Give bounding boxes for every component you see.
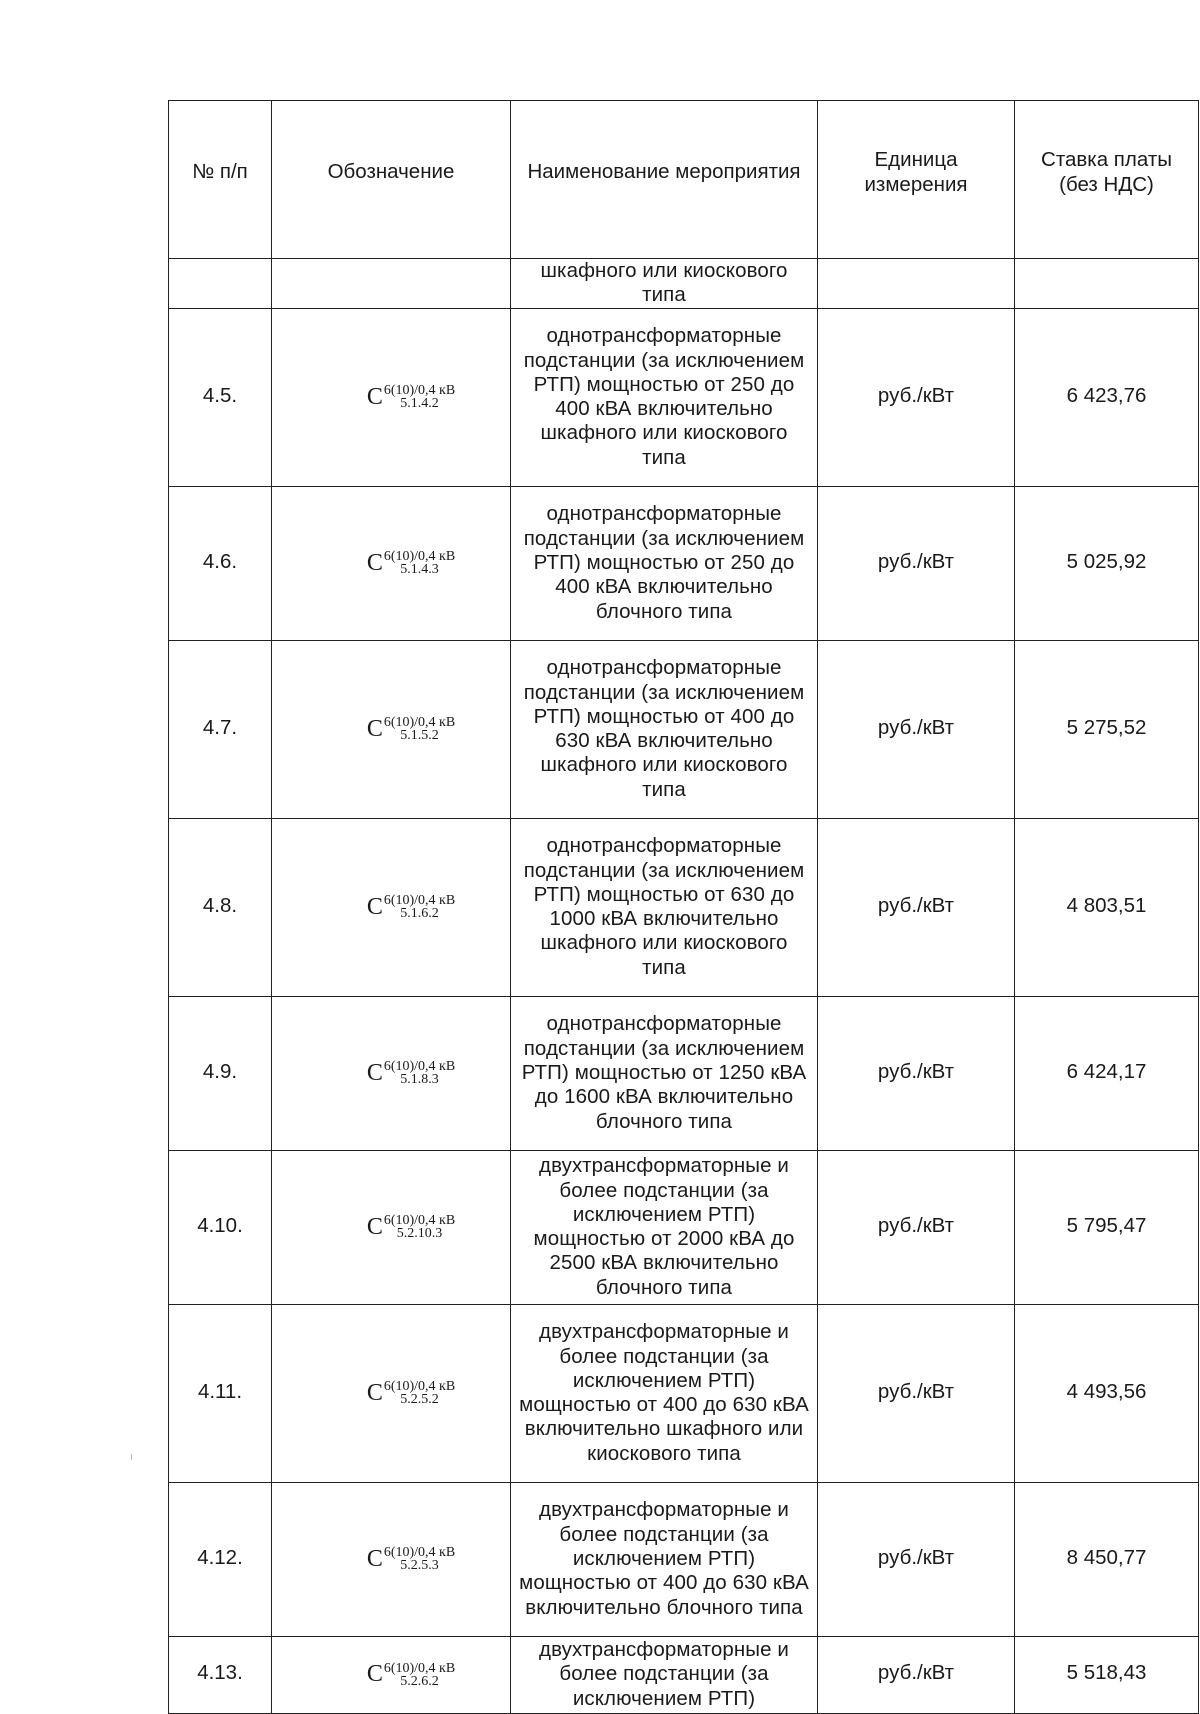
row-number: 4.9. <box>169 996 272 1150</box>
table-header-row <box>169 101 1199 259</box>
designation-base: С <box>366 715 383 742</box>
row-number: 4.5. <box>169 308 272 486</box>
designation-subscript: 5.1.4.2 <box>400 396 439 412</box>
table-row <box>169 1482 1199 1636</box>
designation-subscript: 5.2.10.3 <box>396 1226 443 1242</box>
row-description: однотрансформаторные подстанции (за исключением РТП) мощностью от 1250 кВА до 1600 кВА включительно блочного типа <box>511 996 818 1150</box>
row-number: 4.8. <box>169 818 272 996</box>
designation-formula <box>327 1546 455 1572</box>
designation-formula <box>327 1662 455 1688</box>
designation-base: С <box>366 1661 383 1688</box>
designation-superscript: 6(10)/0,4 кВ <box>383 1213 456 1229</box>
table-row <box>169 996 1199 1150</box>
empty-cell <box>818 259 1015 309</box>
row-unit: руб./кВт <box>818 1636 1015 1713</box>
designation-base: С <box>366 893 383 920</box>
row-description: однотрансформаторные подстанции (за исключением РТП) мощностью от 250 до 400 кВА включительно блочного типа <box>511 486 818 640</box>
row-designation <box>272 818 511 996</box>
designation-base: С <box>366 1059 383 1086</box>
table-row <box>169 486 1199 640</box>
header-rate: Ставка платы (без НДС) <box>1015 101 1199 259</box>
designation-subscript: 5.2.5.3 <box>400 1558 439 1574</box>
designation-base: С <box>366 1379 383 1406</box>
row-rate: 5 518,43 <box>1015 1636 1199 1713</box>
row-designation <box>272 996 511 1150</box>
row-rate: 6 424,17 <box>1015 996 1199 1150</box>
row-rate: 4 803,51 <box>1015 818 1199 996</box>
empty-cell <box>272 259 511 309</box>
designation-superscript: 6(10)/0,4 кВ <box>383 1379 456 1395</box>
row-rate: 6 423,76 <box>1015 308 1199 486</box>
designation-subscript: 5.2.5.2 <box>400 1392 439 1408</box>
row-description: двухтрансформаторные и более подстанции (за исключением РТП) мощностью от 2000 кВА до 2500 кВА включительно блочного типа <box>511 1150 818 1304</box>
table-row <box>169 1636 1199 1713</box>
row-description: однотрансформаторные подстанции (за исключением РТП) мощностью от 400 до 630 кВА включительно шкафного или киоскового типа <box>511 640 818 818</box>
table-row <box>169 308 1199 486</box>
designation-subscript: 5.1.5.2 <box>400 728 439 744</box>
designation-superscript: 6(10)/0,4 кВ <box>383 1660 456 1676</box>
designation-subscript: 5.1.8.3 <box>400 1072 439 1088</box>
row-number: 4.12. <box>169 1482 272 1636</box>
row-description: двухтрансформаторные и более подстанции (за исключением РТП) мощностью от 400 до 630 кВА включительно шкафного или киоскового типа <box>511 1304 818 1482</box>
designation-base: С <box>366 1545 383 1572</box>
row-unit: руб./кВт <box>818 1150 1015 1304</box>
designation-formula <box>327 384 455 410</box>
header-activity-name: Наименование мероприятия <box>511 101 818 259</box>
continuation-text: шкафного или киоскового типа <box>511 259 818 309</box>
row-designation <box>272 486 511 640</box>
row-designation <box>272 1482 511 1636</box>
designation-superscript: 6(10)/0,4 кВ <box>383 715 456 731</box>
row-unit: руб./кВт <box>818 640 1015 818</box>
designation-superscript: 6(10)/0,4 кВ <box>383 1545 456 1561</box>
row-unit: руб./кВт <box>818 308 1015 486</box>
continuation-row <box>169 259 1199 309</box>
row-description: однотрансформаторные подстанции (за исключением РТП) мощностью от 630 до 1000 кВА включительно шкафного или киоскового типа <box>511 818 818 996</box>
header-number: № п/п <box>169 101 272 259</box>
row-designation <box>272 308 511 486</box>
row-description: однотрансформаторные подстанции (за исключением РТП) мощностью от 250 до 400 кВА включительно шкафного или киоскового типа <box>511 308 818 486</box>
designation-formula <box>327 550 455 576</box>
designation-base: С <box>366 1213 383 1240</box>
designation-subscript: 5.1.4.3 <box>400 562 439 578</box>
table-row <box>169 1304 1199 1482</box>
tariff-table <box>168 100 1199 1714</box>
row-designation <box>272 1636 511 1713</box>
row-number: 4.13. <box>169 1636 272 1713</box>
designation-formula <box>327 1380 455 1406</box>
row-number: 4.6. <box>169 486 272 640</box>
row-rate: 5 275,52 <box>1015 640 1199 818</box>
designation-subscript: 5.1.6.2 <box>400 906 439 922</box>
designation-superscript: 6(10)/0,4 кВ <box>383 549 456 565</box>
row-unit: руб./кВт <box>818 996 1015 1150</box>
row-number: 4.11. <box>169 1304 272 1482</box>
empty-cell <box>1015 259 1199 309</box>
scan-artifact-mark <box>131 1454 132 1460</box>
designation-subscript: 5.2.6.2 <box>400 1673 439 1689</box>
designation-base: С <box>366 383 383 410</box>
table-row <box>169 818 1199 996</box>
row-number: 4.10. <box>169 1150 272 1304</box>
row-rate: 5 025,92 <box>1015 486 1199 640</box>
row-designation <box>272 1150 511 1304</box>
designation-superscript: 6(10)/0,4 кВ <box>383 1059 456 1075</box>
designation-superscript: 6(10)/0,4 кВ <box>383 383 456 399</box>
header-unit: Единица измерения <box>818 101 1015 259</box>
row-unit: руб./кВт <box>818 1304 1015 1482</box>
designation-formula <box>327 894 455 920</box>
row-designation <box>272 640 511 818</box>
row-unit: руб./кВт <box>818 1482 1015 1636</box>
row-rate: 5 795,47 <box>1015 1150 1199 1304</box>
empty-cell <box>169 259 272 309</box>
row-rate: 8 450,77 <box>1015 1482 1199 1636</box>
header-designation: Обозначение <box>272 101 511 259</box>
row-description: двухтрансформаторные и более подстанции (за исключением РТП) мощностью от 400 до 630 кВА включительно блочного типа <box>511 1482 818 1636</box>
designation-formula <box>327 1214 455 1240</box>
table-row <box>169 640 1199 818</box>
designation-formula <box>327 1060 455 1086</box>
designation-base: С <box>366 549 383 576</box>
row-description: двухтрансформаторные и более подстанции (за исключением РТП) <box>511 1636 818 1713</box>
row-designation <box>272 1304 511 1482</box>
designation-superscript: 6(10)/0,4 кВ <box>383 893 456 909</box>
row-rate: 4 493,56 <box>1015 1304 1199 1482</box>
row-unit: руб./кВт <box>818 486 1015 640</box>
designation-formula <box>327 716 455 742</box>
table-row <box>169 1150 1199 1304</box>
row-number: 4.7. <box>169 640 272 818</box>
row-unit: руб./кВт <box>818 818 1015 996</box>
